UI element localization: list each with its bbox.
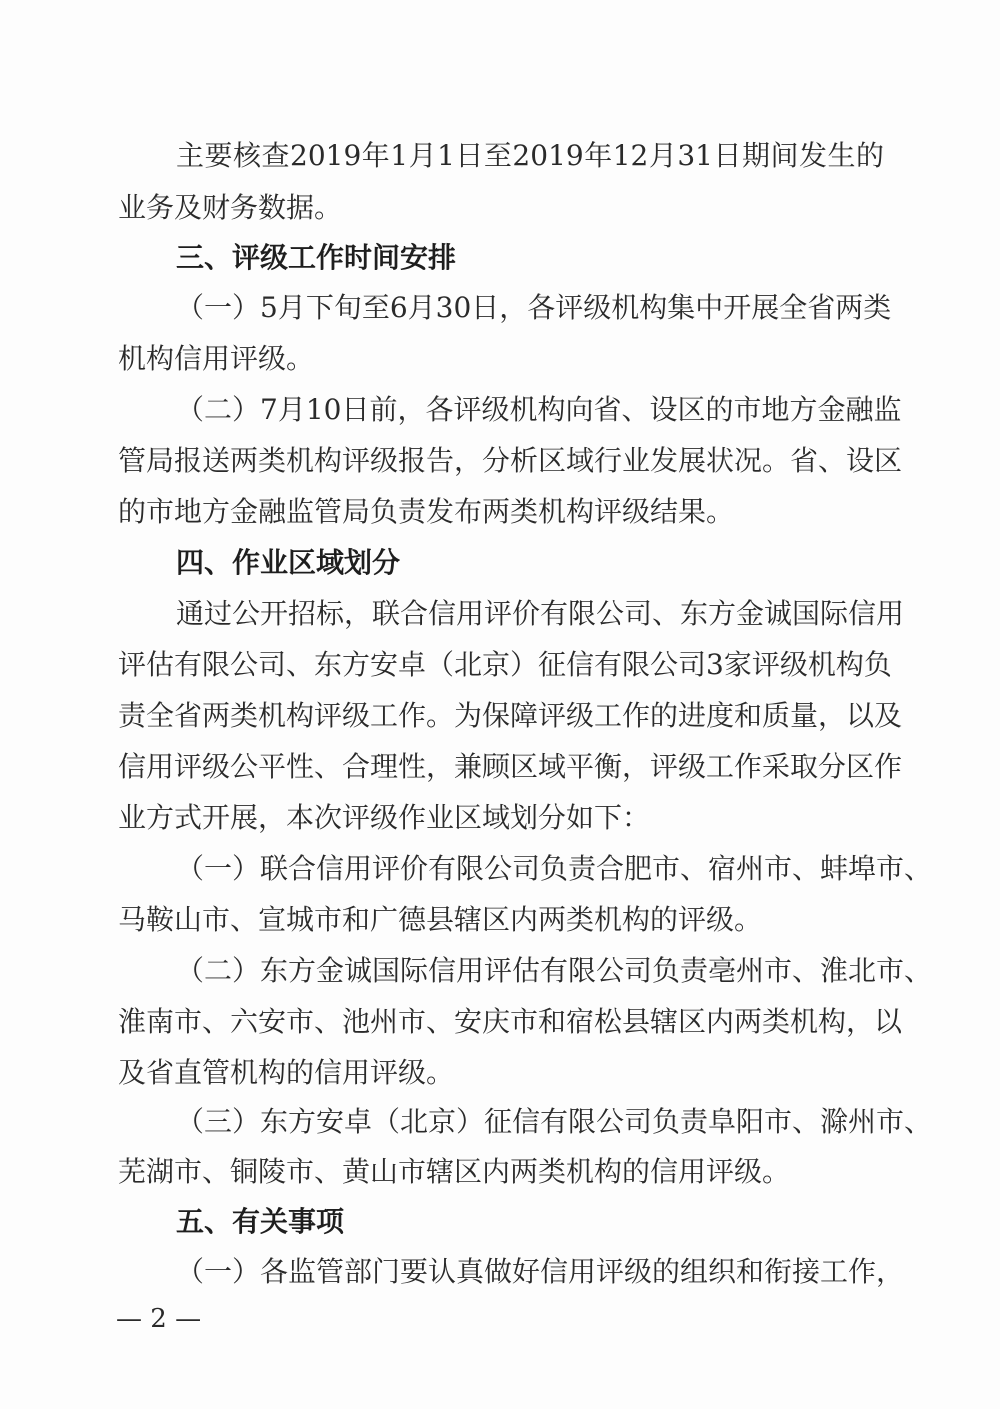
section-3-item-1-line-2: 机构信用评级。 bbox=[118, 342, 315, 375]
page-number: — 2 — bbox=[116, 1304, 202, 1334]
paragraph-1-line-1: 主要核查2019年1月1日至2019年12月31日期间发生的 bbox=[176, 139, 884, 172]
section-4-item-1-line-1: （一）联合信用评价有限公司负责合肥市、宿州市、蚌埠市、 bbox=[176, 852, 933, 885]
section-3-item-2-line-3: 的市地方金融监管局负责发布两类机构评级结果。 bbox=[118, 495, 735, 528]
section-4-intro-line-5: 业方式开展，本次评级作业区域划分如下： bbox=[118, 801, 651, 834]
section-4-intro-line-4: 信用评级公平性、合理性，兼顾区域平衡，评级工作采取分区作 bbox=[118, 750, 903, 783]
section-4-item-2-line-1: （二）东方金诚国际信用评估有限公司负责亳州市、淮北市、 bbox=[176, 954, 933, 987]
section-4-item-2-line-3: 及省直管机构的信用评级。 bbox=[118, 1056, 455, 1089]
section-4-item-1-line-2: 马鞍山市、宣城市和广德县辖区内两类机构的评级。 bbox=[118, 903, 763, 936]
paragraph-1-line-2: 业务及财务数据。 bbox=[118, 191, 343, 224]
section-3-item-2-line-2: 管局报送两类机构评级报告，分析区域行业发展状况。省、设区 bbox=[118, 444, 903, 477]
section-4-intro-line-3: 责全省两类机构评级工作。为保障评级工作的进度和质量，以及 bbox=[118, 699, 903, 732]
section-4-item-2-line-2: 淮南市、六安市、池州市、安庆市和宿松县辖区内两类机构，以 bbox=[118, 1005, 903, 1038]
section-4-heading: 四、作业区域划分 bbox=[176, 546, 401, 579]
section-4-item-3-line-2: 芜湖市、铜陵市、黄山市辖区内两类机构的信用评级。 bbox=[118, 1155, 791, 1188]
section-4-intro-line-2: 评估有限公司、东方安卓（北京）征信有限公司3家评级机构负 bbox=[118, 648, 892, 681]
section-3-item-1-line-1: （一）5月下旬至6月30日，各评级机构集中开展全省两类 bbox=[176, 291, 892, 324]
section-3-item-2-line-1: （二）7月10日前，各评级机构向省、设区的市地方金融监 bbox=[176, 393, 902, 426]
section-5-item-1-line-1: （一）各监管部门要认真做好信用评级的组织和衔接工作， bbox=[176, 1255, 905, 1288]
section-5-heading: 五、有关事项 bbox=[176, 1205, 345, 1238]
section-4-intro-line-1: 通过公开招标，联合信用评价有限公司、东方金诚国际信用 bbox=[176, 597, 905, 630]
section-3-heading: 三、评级工作时间安排 bbox=[176, 241, 457, 274]
section-4-item-3-line-1: （三）东方安卓（北京）征信有限公司负责阜阳市、滁州市、 bbox=[176, 1105, 933, 1138]
